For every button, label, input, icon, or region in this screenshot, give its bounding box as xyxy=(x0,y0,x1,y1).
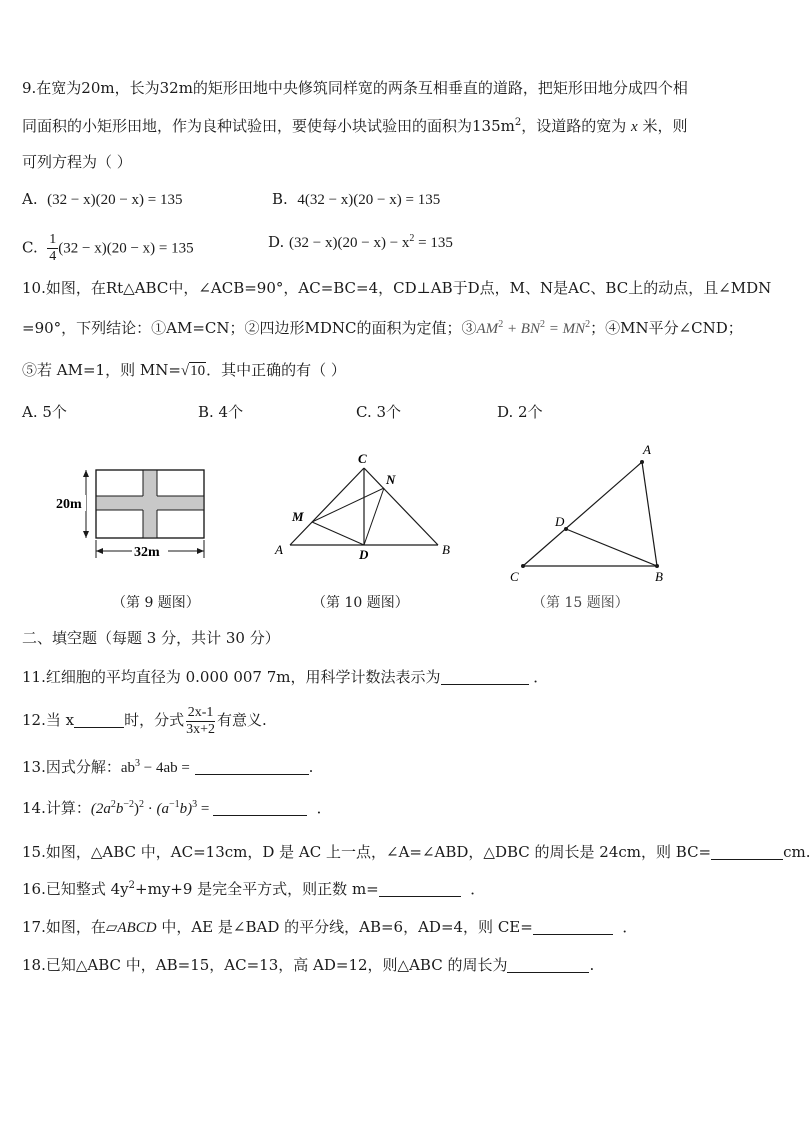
answer-blank-q14[interactable] xyxy=(213,801,307,816)
answer-blank-q13[interactable] xyxy=(195,760,309,775)
q12: 12.当 x 时，分式 $\frac{2x-1}{3x+2}$ 有意义. xyxy=(22,704,267,737)
figure-15 xyxy=(505,438,675,588)
label-b: B xyxy=(442,542,450,557)
label-b: B xyxy=(655,569,663,584)
q14: 14.计算：$(2a^2b^{-2})^2 \cdot (a^{-1}b)^3$ = ． xyxy=(22,799,332,817)
q10-option-c: C. 3个 xyxy=(356,403,402,421)
segment-mn xyxy=(312,488,384,522)
answer-blank-q12[interactable] xyxy=(74,713,124,728)
q9-line3: 可列方程为（ ） xyxy=(22,153,132,171)
q10-option-b: B. 4个 xyxy=(198,403,244,421)
label-n: N xyxy=(386,472,396,487)
caption-fig9: （第 9 题图） xyxy=(112,595,200,611)
label-a: A xyxy=(275,542,283,557)
parallelogram-symbol: ▱ABCD xyxy=(105,920,157,936)
q10-line2: =90°，下列结论：①AM=CN；②四边形MDNC的面积为定值；$③AM^2 + BN^2 = MN^2$；④MN平分∠CND； xyxy=(22,319,743,337)
answer-blank-q15[interactable] xyxy=(711,845,783,860)
label-d: D xyxy=(359,547,369,562)
road-vertical xyxy=(143,470,157,538)
q9-line1: 9.在宽为20m，长为32m的矩形田地中央修筑同样宽的两条互相垂直的道路，把矩形田地分成四个相 xyxy=(22,79,688,97)
label-m: M xyxy=(292,509,304,524)
section-title-fill-in: 二、填空题（每题 3 分，共计 30 分） xyxy=(22,629,280,647)
segment-ac xyxy=(290,468,364,545)
label-d: D xyxy=(555,514,565,529)
q10-option-d: D. 2个 xyxy=(497,403,543,421)
label-c: C xyxy=(358,451,367,466)
figure-10 xyxy=(270,450,460,562)
segment-db xyxy=(566,529,657,566)
q10-option-a: A. 5个 xyxy=(22,403,67,421)
answer-blank-q11[interactable] xyxy=(441,670,529,685)
answer-blank-q16[interactable] xyxy=(379,882,461,897)
q15: 15.如图，△ABC 中，AC=13cm，D 是 AC 上一点，∠A=∠ABD，△DBC 的周长是 24cm，则 BC= cm. xyxy=(22,843,811,861)
q13: 13.因式分解：$ab^3 - 4ab$ = . xyxy=(22,758,314,776)
q11: 11.红细胞的平均直径为 0.000 007 7m，用科学计数法表示为 ． xyxy=(22,668,549,686)
q17: 17.如图，在▱ABCD 中，AE 是∠BAD 的平分线，AB=6，AD=4，则 CE= ． xyxy=(22,918,638,936)
q9-line2: 同面积的小矩形田地，作为良种试验田，要使每小块试验田的面积为$135m^2$，设道路的宽为 x 米，则 xyxy=(22,117,688,135)
answer-blank-q17[interactable] xyxy=(533,920,613,935)
label-a: A xyxy=(643,442,651,457)
q16: 16.已知整式 $4y^2+my+9$ 是完全平方式，则正数 m= ． xyxy=(22,880,486,898)
caption-fig10: （第 10 题图） xyxy=(312,595,409,611)
segment-md xyxy=(312,522,364,545)
segment-ca xyxy=(523,462,642,566)
figure-9 xyxy=(50,462,220,562)
q18: 18.已知△ABC 中，AB=15，AC=13，高 AD=12，则△ABC 的周长为 . xyxy=(22,956,595,974)
label-32m: 32m xyxy=(134,545,160,560)
q9-option-b: B. 4(32 − x)(20 − x) = 135 xyxy=(272,190,441,208)
q9-option-d: D. $(32 - x)(20 - x) - x^2 = 135$ xyxy=(268,233,453,251)
q10-line3: ⑤若 AM=1，则 MN=√10．其中正确的有（ ） xyxy=(22,361,346,379)
caption-fig15: （第 15 题图） xyxy=(532,595,629,611)
label-c: C xyxy=(510,569,519,584)
q9-option-c: C. $\frac{1}{4}$ (32 − x)(20 − x) = 135 xyxy=(22,232,194,264)
q10-line1: 10.如图，在Rt△ABC中，∠ACB=90°，AC=BC=4，CD⊥AB于D点，M、N是AC、BC上的动点，且∠MDN xyxy=(22,279,772,297)
q9-option-a: A. (32 − x)(20 − x) = 135 xyxy=(22,190,183,208)
label-20m: 20m xyxy=(56,497,82,512)
answer-blank-q18[interactable] xyxy=(507,958,589,973)
segment-ab xyxy=(642,462,657,566)
segment-bc xyxy=(364,468,438,545)
